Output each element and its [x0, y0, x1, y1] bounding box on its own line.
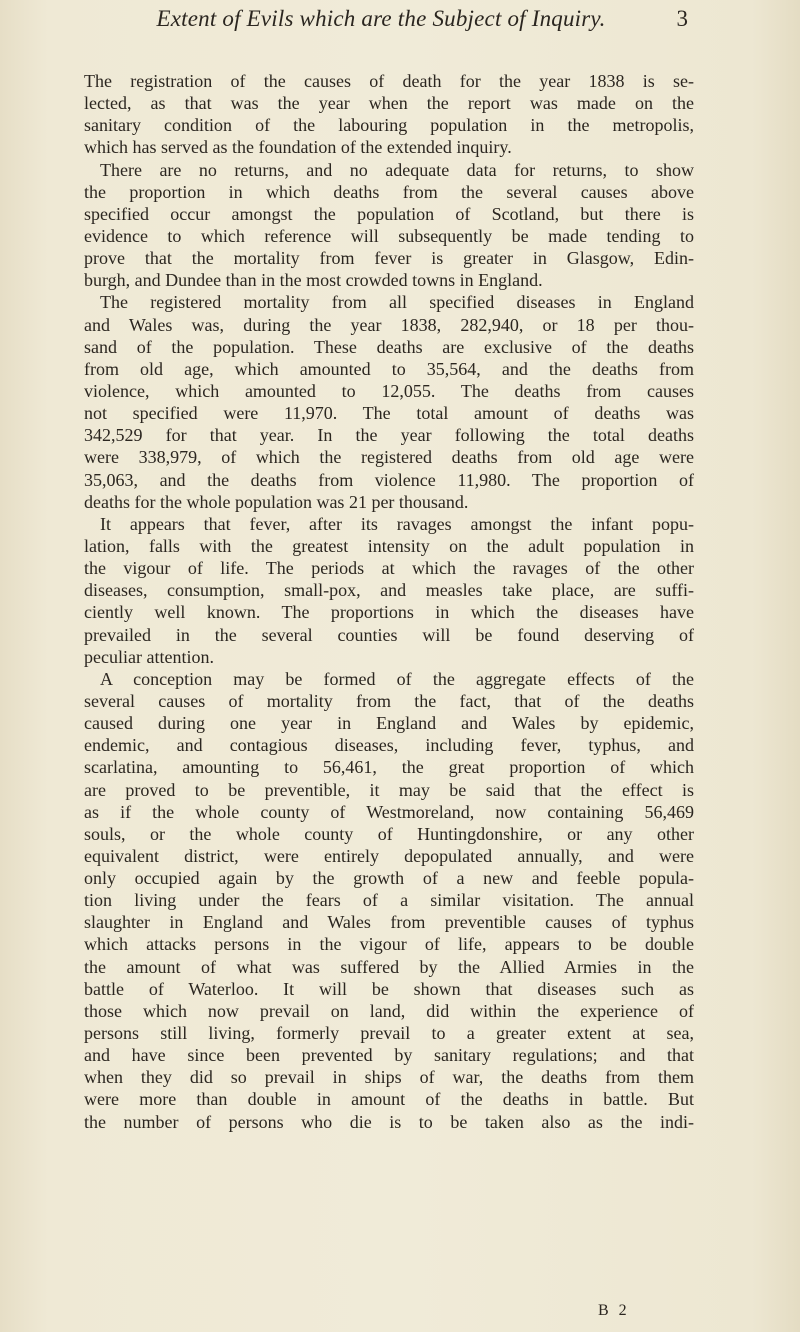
text-line: which attacks persons in the vigour of life, appears to be double — [84, 934, 694, 955]
text-line: battle of Waterloo. It will be shown that diseases such as — [84, 978, 694, 999]
text-line: diseases, consumption, small-pox, and measles take place, are suffi- — [84, 580, 694, 601]
text-line: and Wales was, during the year 1838, 282,940, or 18 per thou- — [84, 314, 694, 335]
running-head — [114, 6, 688, 46]
text-line: 35,063, and the deaths from violence 11,980. The proportion of — [84, 469, 694, 490]
text-line: as if the whole county of Westmoreland, now containing 56,469 — [84, 801, 694, 822]
text-line: caused during one year in England and Wales by epidemic, — [84, 713, 694, 734]
text-line: those which now prevail on land, did within the experience of — [84, 1000, 694, 1021]
text-line: the number of persons who die is to be taken also as the indi- — [84, 1111, 694, 1132]
text-line: the amount of what was suffered by the Allied Armies in the — [84, 956, 694, 977]
text-line: tion living under the fears of a similar visitation. The annual — [84, 890, 694, 911]
text-line: ciently well known. The proportions in which the diseases have — [84, 602, 694, 623]
text-line: The registered mortality from all specified diseases in England — [100, 292, 694, 313]
text-line: 342,529 for that year. In the year following the total deaths — [84, 425, 694, 446]
page-number: 3 — [676, 6, 688, 31]
signature-mark: B 2 — [598, 1302, 630, 1319]
body-text — [84, 70, 694, 1133]
text-line: equivalent district, were entirely depopulated annually, and were — [84, 845, 694, 866]
text-line: evidence to which reference will subsequently be made tending to — [84, 225, 694, 246]
text-line: persons still living, formerly prevail to a greater extent at sea, — [84, 1023, 694, 1044]
text-line: slaughter in England and Wales from preventible causes of typhus — [84, 912, 694, 933]
text-line: peculiar attention. — [84, 646, 214, 667]
text-line: sanitary condition of the labouring population in the metropolis, — [84, 115, 694, 136]
text-line: scarlatina, amounting to 56,461, the great proportion of which — [84, 757, 694, 778]
text-line: specified occur amongst the population of Scotland, but there is — [84, 203, 694, 224]
text-line: not specified were 11,970. The total amount of deaths was — [84, 403, 694, 424]
text-line: and have since been prevented by sanitary regulations; and that — [84, 1045, 694, 1066]
text-line: the proportion in which deaths from the several causes above — [84, 181, 694, 202]
text-line: lected, as that was the year when the report was made on the — [84, 93, 694, 114]
text-line: deaths for the whole population was 21 per thousand. — [84, 491, 469, 512]
text-line: There are no returns, and no adequate data for returns, to show — [100, 159, 694, 180]
text-line: It appears that fever, after its ravages amongst the infant popu- — [100, 513, 694, 534]
text-line: violence, which amounted to 12,055. The deaths from causes — [84, 380, 694, 401]
text-line: lation, falls with the greatest intensity on the adult population in — [84, 535, 694, 556]
text-line: The registration of the causes of death for the year 1838 is se- — [84, 71, 694, 91]
text-line: prove that the mortality from fever is greater in Glasgow, Edin- — [84, 248, 694, 269]
text-line: prevailed in the several counties will be found deserving of — [84, 624, 694, 645]
text-line: burgh, and Dundee than in the most crowded towns in England. — [84, 270, 543, 291]
text-line: several causes of mortality from the fact, that of the deaths — [84, 690, 694, 711]
text-line: were 338,979, of which the registered deaths from old age were — [84, 447, 694, 468]
text-line: sand of the population. These deaths are exclusive of the deaths — [84, 336, 694, 357]
running-title: Extent of Evils which are the Subject of Inquiry. — [156, 6, 606, 31]
text-line: the vigour of life. The periods at which the ravages of the other — [84, 558, 694, 579]
text-line: endemic, and contagious diseases, including fever, typhus, and — [84, 735, 694, 756]
text-line: only occupied again by the growth of a new and feeble popula- — [84, 868, 694, 889]
text-line: are proved to be preventible, it may be said that the effect is — [84, 779, 694, 800]
text-line: A conception may be formed of the aggregate effects of the — [100, 668, 694, 689]
text-line: from old age, which amounted to 35,564, and the deaths from — [84, 358, 694, 379]
text-line: were more than double in amount of the deaths in battle. But — [84, 1089, 694, 1110]
text-line: souls, or the whole county of Huntingdonshire, or any other — [84, 823, 694, 844]
text-line: which has served as the foundation of the extended inquiry. — [84, 137, 512, 158]
text-line: when they did so prevail in ships of war, the deaths from them — [84, 1067, 694, 1088]
